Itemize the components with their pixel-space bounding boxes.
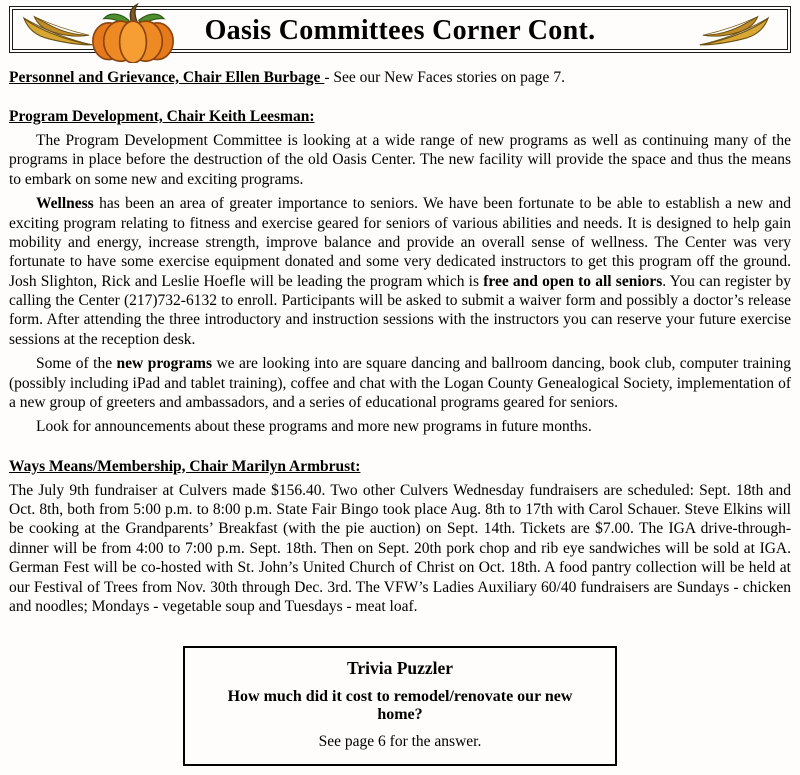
personnel-text: - See our New Faces stories on page 7. (324, 69, 565, 86)
text-segment: we are looking into are square dancing and ballroom dancing, book club, computer training (possibly including iPad and tablet training), coffee and chat with the Logan County Genealogical Society, implementation of a new group of greeters and ambassadors, and a series of educational programs geared for seniors. (9, 355, 791, 411)
personnel-section (9, 69, 791, 87)
header-banner (9, 6, 791, 53)
program-paragraph-announcements: Look for announcements about these programs and more new programs in future months. (36, 418, 592, 436)
trivia-box (183, 646, 617, 766)
program-paragraph-new-programs (9, 354, 791, 412)
program-paragraph-wellness (9, 194, 791, 349)
trivia-answer: See page 6 for the answer. (318, 733, 482, 751)
ways-paragraph: The July 9th fundraiser at Culvers made $156.40. Two other Culvers Wednesday fundraisers are scheduled: Sept. 18th and Oct. 8th, both from 5:00 p.m. to 8:00 p.m. State Fair Bingo took place Aug. 8th to 17th with Carol Schauer. Steve Elkins will be cooking at the Grandparents’ Breakfast (with the pie auction) on Sept. 14th. Tickets are $7.00. The IGA drive-through-dinner will be from 4:00 to 7:00 p.m. Sept. 18th. Then on Sept. 20th pork chop and rib eye sandwiches will be sold at IGA. German Fest will be co-hosted with St. John’s United Church of Christ on Oct. 18th. A food pantry collection will be held at our Festival of Trees from Nov. 30th through Dec. 3rd. The VFW’s Ladies Auxiliary 60/40 fundraisers are Sundays - chicken and noodles; Mondays - vegetable soup and Tuesdays - meat loaf. (9, 481, 791, 615)
autumn-leaves-right-icon (697, 15, 771, 48)
program-heading: Program Development, Chair Keith Leesman: (9, 108, 315, 125)
text-segment: Some of the (36, 355, 117, 373)
personnel-heading: Personnel and Grievance, Chair Ellen Burbage (9, 69, 325, 86)
program-paragraph-1: The Program Development Committee is looking at a wide range of new programs as well as continuing many of the programs in place before the destruction of the old Oasis Center. The new facility will provide the space and thus the means to embark on some new and exciting programs. (9, 132, 791, 188)
ways-section-heading-row (9, 458, 791, 476)
pumpkin-icon (87, 1, 179, 63)
bold-text-wellness: Wellness (36, 195, 94, 213)
page-title: Oasis Committees Corner Cont. (204, 15, 596, 46)
text-segment: has been an area of greater importance to seniors. We have been fortunate to be able to establish a new and exciting program relating to fitness and exercise geared for seniors of various abilities and needs. It is designed to help gain mobility and energy, increase strength, improve balance and provide an overall sense of wellness. The Center was very fortunate to have some exercise equipment donated and some very dedicated instructors to get this program off the ground. Josh Slighton, Rick and Leslie Hoefle will be leading the program which is (9, 195, 791, 290)
program-section-heading-row (9, 108, 791, 126)
bold-text-free-open: free and open to all seniors (483, 272, 663, 290)
trivia-question: How much did it cost to remodel/renovate our new home? (227, 688, 573, 724)
text-segment: . You can register by calling the Center (217)732-6132 to enroll. Participants will be asked to submit a waiver form and possibly a doctor’s release form. After attending the three introductory and instruction sessions with the instructors you can reserve your future exercise sessions at the reception desk. (9, 272, 791, 348)
ways-heading: Ways Means/Membership, Chair Marilyn Armbrust: (9, 457, 361, 475)
autumn-leaves-left-icon (21, 15, 95, 48)
trivia-title: Trivia Puzzler (346, 658, 454, 679)
bold-text-new-programs: new programs (116, 355, 212, 373)
